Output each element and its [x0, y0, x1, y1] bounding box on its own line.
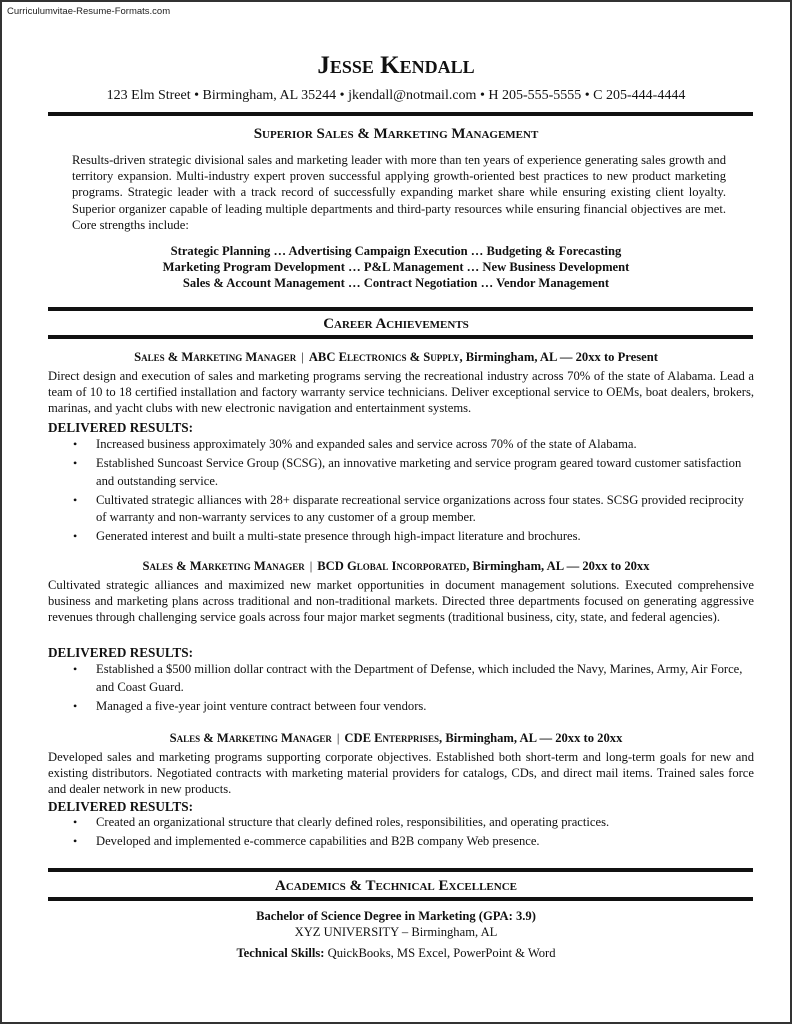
- strengths-line: Marketing Program Development … P&L Management … New Business Development: [162, 260, 630, 274]
- results-list: [48, 814, 748, 852]
- job-heading: [2, 350, 790, 365]
- academics-title: Academics & Technical Excellence: [275, 878, 517, 894]
- skills-label: Technical Skills:: [236, 946, 325, 960]
- job-role: Sales & Marketing Manager: [142, 559, 305, 573]
- watermark: Curriculumvitae-Resume-Formats.com: [7, 6, 171, 17]
- job-heading: [2, 559, 790, 574]
- result-item: • Established a $500 million dollar contract with the Department of Defense, which included the Navy, Marines, Army, Air Force, and Coast Guard.: [48, 661, 748, 696]
- summary-title: Superior Sales & Marketing Management: [253, 126, 539, 142]
- job-location-dates: , Birmingham, AL — 20xx to 20xx: [466, 559, 650, 573]
- technical-skills: [2, 946, 790, 961]
- result-item: • Created an organizational structure that clearly defined roles, responsibilities, and operating practices.: [48, 814, 748, 832]
- core-strengths: [2, 243, 790, 291]
- result-item: • Managed a five-year joint venture contract between four vendors.: [48, 698, 748, 716]
- job-heading: [2, 731, 790, 746]
- degree: Bachelor of Science Degree in Marketing (GPA: 3.9): [256, 909, 536, 923]
- divider: [48, 868, 753, 872]
- separator: |: [301, 350, 304, 364]
- divider: [48, 335, 753, 339]
- result-item: • Cultivated strategic alliances with 28+ disparate recreational service organizations across four states. SCSG provided reciprocity of warranty and non-warranty services to any customer of a group member.: [48, 492, 748, 527]
- separator: |: [309, 559, 313, 573]
- results-list: [48, 436, 748, 547]
- divider: [48, 112, 753, 116]
- result-item: • Established Suncoast Service Group (SCSG), an innovative marketing and service program geared toward customer satisfaction and outstanding service.: [48, 455, 748, 490]
- candidate-name: Jesse Kendall: [317, 52, 475, 79]
- job-location-dates: , Birmingham, AL — 20xx to Present: [459, 350, 658, 364]
- result-item: • Generated interest and built a multi-state presence through high-impact literature and brochures.: [48, 528, 748, 546]
- job-description: Cultivated strategic alliances and maximized new market opportunities in document management solutions. Executed comprehensive business and marketing plans across traditional and non-traditional markets. Directed three departments focused on generating aggressive revenues through challenging service goals across four major market segments (traditional business, city, state, and federal agencies).: [48, 578, 754, 625]
- contact-info: 123 Elm Street • Birmingham, AL 35244 • jkendall@notmail.com • H 205-555-5555 • C 205-444-4444: [106, 88, 686, 103]
- divider: [48, 307, 753, 311]
- job-role: Sales & Marketing Manager: [169, 731, 332, 745]
- job-description: Direct design and execution of sales and marketing programs serving the recreational industry across 70% of the state of Alabama. Lead a team of 10 to 18 certified installation and factory warranty service technicians. Deliver exceptional service to OEMs, boat dealers, brokers, marinas, and yacht clubs with new electronic navigation and entertainment systems.: [48, 369, 754, 416]
- result-item: • Increased business approximately 30% and expanded sales and service across 70% of the state of Alabama.: [48, 436, 748, 454]
- separator: |: [336, 731, 340, 745]
- results-label: DELIVERED RESULTS:: [48, 799, 193, 814]
- results-label: DELIVERED RESULTS:: [48, 645, 193, 660]
- skills-list: QuickBooks, MS Excel, PowerPoint & Word: [324, 946, 556, 960]
- results-label: DELIVERED RESULTS:: [48, 420, 193, 435]
- divider: [48, 897, 753, 901]
- job-role: Sales & Marketing Manager: [134, 350, 297, 364]
- results-list: [48, 661, 748, 717]
- job-company: BCD Global Incorporated: [317, 559, 467, 573]
- summary-paragraph: Results-driven strategic divisional sales and marketing leader with more than ten years of experience generating sales growth and territory expansion. Multi-industry expert proven successful applying growth-oriented best practices to new product marketing programs. Strategic leader with a track record of successfully expanding market share while ensuring existing client loyalty. Superior organizer capable of leading multiple departments and third-party resources while ensuring financial objectives are met. Core strengths include:: [72, 153, 726, 232]
- job-company: CDE Enterprises: [344, 731, 440, 745]
- strengths-line: Sales & Account Management … Contract Negotiation … Vendor Management: [182, 276, 610, 290]
- job-company: ABC Electronics & Supply: [308, 350, 460, 364]
- job-description: Developed sales and marketing programs supporting corporate objectives. Established both short-term and long-term goals for new and existing distributors. Negotiated contracts with marketing material providers for catalogs, CDs, and direct mail items. Trained sales force and dealer network in new products.: [48, 750, 754, 797]
- job-location-dates: , Birmingham, AL — 20xx to 20xx: [439, 731, 623, 745]
- career-title: Career Achievements: [323, 316, 469, 332]
- result-item: • Developed and implemented e-commerce capabilities and B2B company Web presence.: [48, 833, 748, 851]
- strengths-line: Strategic Planning … Advertising Campaign Execution … Budgeting & Forecasting: [170, 244, 622, 258]
- school: XYZ UNIVERSITY – Birmingham, AL: [294, 925, 498, 939]
